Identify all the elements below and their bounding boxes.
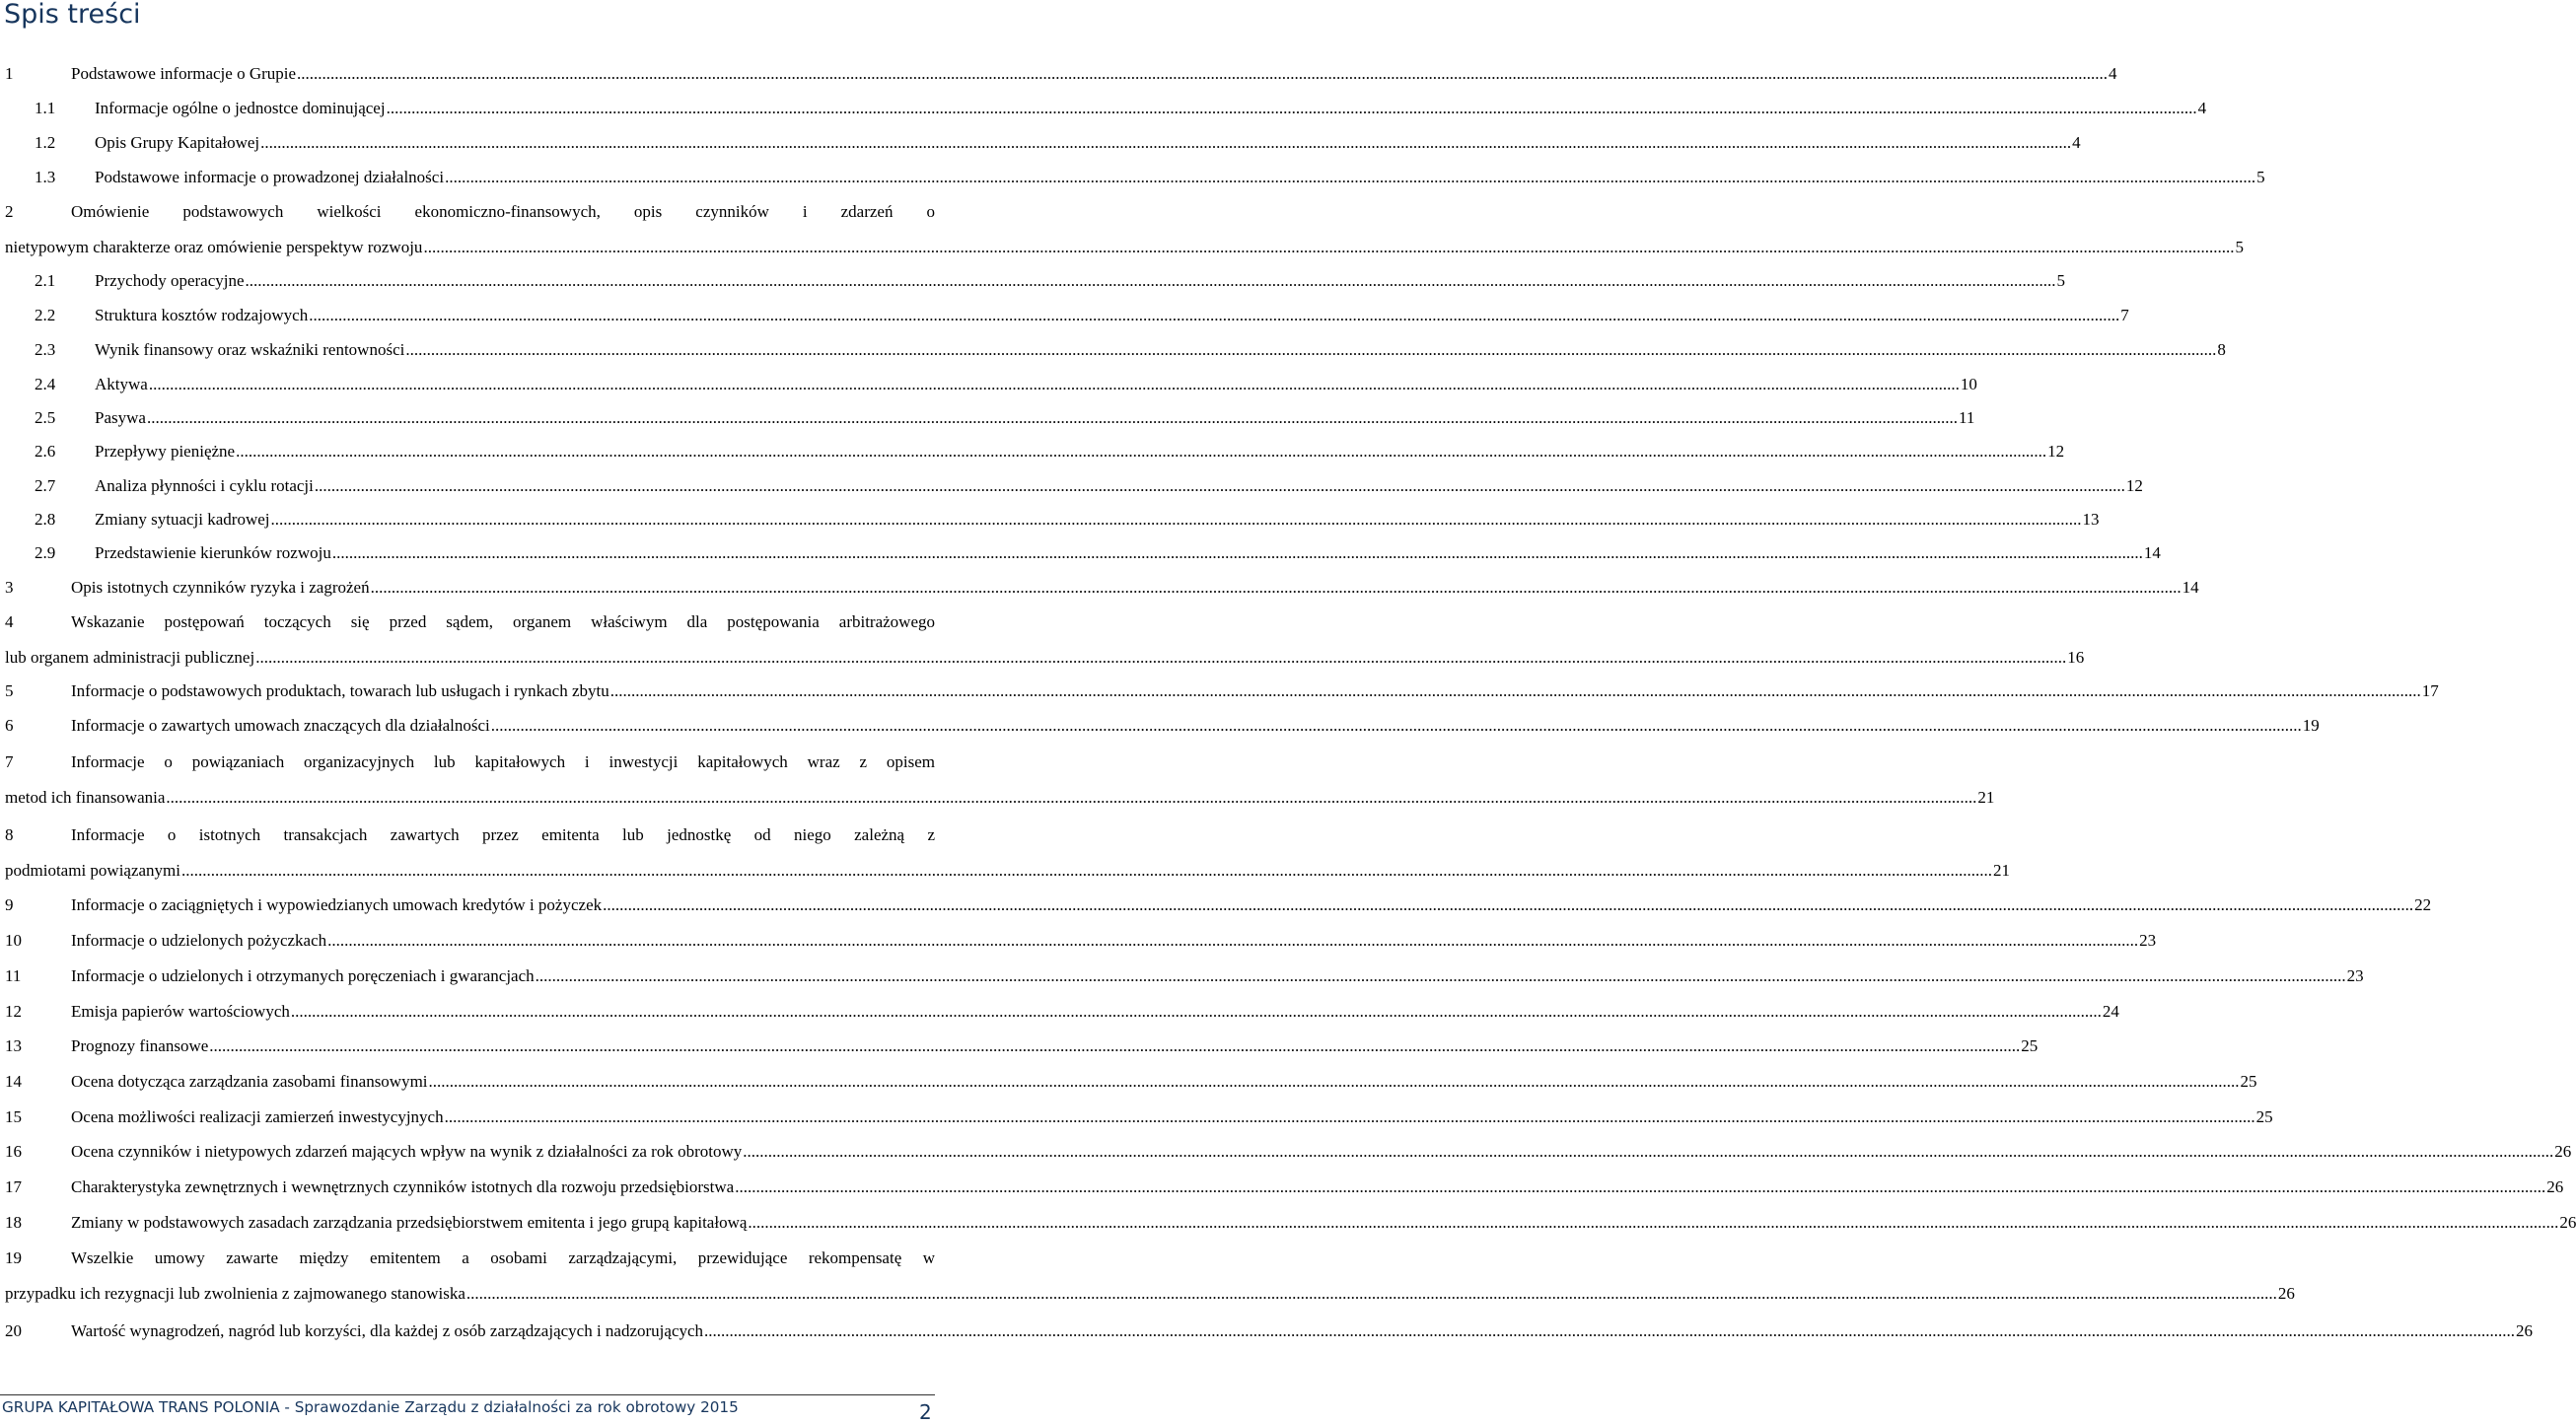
- toc-dot-leader: [297, 64, 2108, 84]
- toc-entry-page[interactable]: 14: [2182, 578, 2199, 597]
- toc-entry-page[interactable]: 10: [1960, 375, 1977, 393]
- toc-entry[interactable]: [35, 510, 2100, 530]
- toc-dot-leader: [429, 1072, 2240, 1092]
- toc-entry[interactable]: [5, 1248, 2295, 1304]
- toc-entry[interactable]: [5, 202, 2244, 257]
- toc-entry-title[interactable]: Emisja papierów wartościowych: [71, 1002, 290, 1021]
- toc-entry-page[interactable]: 25: [2021, 1036, 2039, 1055]
- toc-dot-leader: [255, 648, 2066, 668]
- toc-entry-number: 2.1: [35, 271, 56, 290]
- toc-entry-page[interactable]: 26: [2277, 1284, 2295, 1303]
- toc-entry-title[interactable]: Aktywa: [95, 375, 148, 393]
- toc-entry-number: 4: [5, 612, 14, 631]
- toc-entry-page[interactable]: 5: [2056, 271, 2066, 290]
- toc-entry-number: 2.5: [35, 408, 56, 427]
- toc-entry-page[interactable]: 19: [2302, 716, 2320, 735]
- toc-entry-number: 12: [5, 1002, 22, 1021]
- toc-entry-number: 16: [5, 1142, 22, 1161]
- toc-entry-title-continued[interactable]: nietypowym charakterze oraz omówienie perspektyw rozwoju: [5, 238, 423, 256]
- toc-entry-page[interactable]: 13: [2082, 510, 2100, 529]
- toc-dot-leader: [147, 408, 1958, 428]
- toc-entry-number: 7: [5, 752, 14, 771]
- toc-entry-number: 2.3: [35, 340, 56, 359]
- toc-dot-leader: [315, 476, 2125, 496]
- toc-entry-number: 2.9: [35, 543, 56, 562]
- toc-dot-leader: [536, 966, 2346, 986]
- toc-entry-title[interactable]: Informacje o zaciągniętych i wypowiedzianych umowach kredytów i pożyczek: [71, 895, 603, 914]
- toc-entry[interactable]: [35, 476, 2143, 496]
- toc-entry-page[interactable]: 12: [2047, 442, 2065, 461]
- toc-dot-leader: [387, 99, 2197, 118]
- toc-entry-page[interactable]: 25: [2255, 1107, 2273, 1126]
- toc-entry[interactable]: [35, 543, 2161, 563]
- toc-entry-title-continued[interactable]: lub organem administracji publicznej: [5, 648, 255, 667]
- toc-dot-leader: [371, 578, 2182, 598]
- toc-entry-number: 1: [5, 64, 14, 83]
- toc-entry-page[interactable]: 4: [2197, 99, 2207, 117]
- toc-entry-title[interactable]: Informacje o istotnych transakcjach zawartych przez emitenta lub jednostkę od niego zależną z: [71, 825, 935, 844]
- toc-entry-number: 11: [5, 966, 22, 985]
- toc-entry-page[interactable]: 25: [2240, 1072, 2257, 1091]
- toc-entry-number: 1.1: [35, 99, 56, 117]
- toc-dot-leader: [743, 1142, 2553, 1162]
- toc-dot-leader: [704, 1321, 2515, 1341]
- toc-entry[interactable]: [5, 1142, 2572, 1162]
- toc-entry-title[interactable]: Ocena czynników i nietypowych zdarzeń mających wpływ na wynik z działalności za rok obrotowy: [71, 1142, 743, 1161]
- toc-entry[interactable]: [5, 966, 2364, 986]
- toc-dot-leader: [181, 861, 1992, 881]
- toc-entry-number: 1.3: [35, 168, 56, 186]
- toc-dot-leader: [610, 681, 2421, 701]
- toc-entry-number: 3: [5, 578, 14, 597]
- toc-entry-title[interactable]: Zmiany sytuacji kadrowej: [95, 510, 270, 529]
- toc-entry-title[interactable]: Opis Grupy Kapitałowej: [95, 133, 260, 152]
- toc-dot-leader: [405, 340, 2216, 360]
- toc-entry-page[interactable]: 24: [2102, 1002, 2119, 1021]
- toc-entry[interactable]: [35, 306, 2129, 325]
- toc-entry[interactable]: [5, 1213, 2576, 1233]
- toc-entry-number: 13: [5, 1036, 22, 1055]
- toc-dot-leader: [260, 133, 2071, 153]
- toc-entry-page[interactable]: 22: [2414, 895, 2432, 914]
- toc-entry[interactable]: [5, 931, 2157, 951]
- toc-entry-page[interactable]: 5: [2235, 238, 2244, 256]
- toc-dot-leader: [748, 1213, 2558, 1233]
- toc-entry-number: 18: [5, 1213, 22, 1232]
- toc-entry[interactable]: [35, 99, 2207, 118]
- toc-entry-page[interactable]: 26: [2554, 1142, 2572, 1161]
- toc-entry[interactable]: [5, 825, 2010, 881]
- toc-entry-title[interactable]: Informacje o udzielonych i otrzymanych poręczeniach i gwarancjach: [71, 966, 535, 985]
- page-number: 2: [919, 1400, 932, 1424]
- toc-entry-title[interactable]: Ocena dotycząca zarządzania zasobami finansowymi: [71, 1072, 428, 1091]
- toc-entry-title[interactable]: Pasywa: [95, 408, 146, 427]
- toc-entry-number: 10: [5, 931, 22, 950]
- toc-dot-leader: [166, 788, 1976, 808]
- toc-dot-leader: [423, 238, 2234, 257]
- toc-dot-leader: [466, 1284, 2277, 1304]
- toc-entry-title[interactable]: Wartość wynagrodzeń, nagród lub korzyści, dla każdej z osób zarządzających i nadzorujących: [71, 1321, 704, 1340]
- toc-entry-title-continued[interactable]: przypadku ich rezygnacji lub zwolnienia z zajmowanego stanowiska: [5, 1284, 465, 1303]
- toc-entry-page[interactable]: 17: [2421, 681, 2439, 700]
- toc-entry-title[interactable]: Przychody operacyjne: [95, 271, 245, 290]
- toc-entry[interactable]: [35, 340, 2226, 360]
- toc-dot-leader: [149, 375, 1960, 394]
- toc-dot-leader: [735, 1177, 2545, 1197]
- toc-entry[interactable]: [5, 1072, 2257, 1092]
- toc-entry-title[interactable]: Wszelkie umowy zawarte między emitentem a osobami zarządzającymi, przewidujące rekompensatę w: [71, 1248, 935, 1267]
- toc-entry-title[interactable]: Podstawowe informacje o prowadzonej działalności: [95, 168, 445, 186]
- toc-entry[interactable]: [35, 375, 1977, 394]
- toc-entry-title[interactable]: Podstawowe informacje o Grupie: [71, 64, 297, 83]
- toc-entry-number: 19: [5, 1248, 22, 1267]
- page-footer: [0, 1394, 947, 1424]
- toc-entry-page[interactable]: 21: [1993, 861, 2010, 880]
- page-title: Spis treści: [4, 0, 141, 30]
- toc-entry-title-continued[interactable]: metod ich finansowania: [5, 788, 166, 807]
- toc-entry-title[interactable]: Charakterystyka zewnętrznych i wewnętrznych czynników istotnych dla rozwoju przedsiębiorstwa: [71, 1177, 735, 1196]
- toc-entry-number: 1.2: [35, 133, 56, 152]
- toc-dot-leader: [332, 543, 2143, 563]
- toc-entry-number: 14: [5, 1072, 22, 1091]
- toc-entry[interactable]: [5, 64, 2117, 84]
- toc-entry-number: 20: [5, 1321, 22, 1340]
- toc-entry[interactable]: [5, 1002, 2119, 1022]
- toc-entry-number: 15: [5, 1107, 22, 1126]
- toc-entry-page[interactable]: 26: [2546, 1177, 2564, 1196]
- toc-entry-title[interactable]: Omówienie podstawowych wielkości ekonomiczno-finansowych, opis czynników i zdarzeń o: [71, 202, 935, 221]
- toc-entry-title[interactable]: Opis istotnych czynników ryzyka i zagrożeń: [71, 578, 370, 597]
- toc-dot-leader: [236, 442, 2046, 462]
- toc-entry[interactable]: [5, 578, 2199, 598]
- toc-entry[interactable]: [35, 168, 2265, 187]
- toc-entry[interactable]: [35, 408, 1975, 428]
- toc-entry-title[interactable]: Struktura kosztów rodzajowych: [95, 306, 309, 324]
- toc-entry-page[interactable]: 11: [1958, 408, 1975, 427]
- toc-entry[interactable]: [5, 1036, 2039, 1056]
- toc-entry[interactable]: [35, 442, 2065, 462]
- toc-dot-leader: [209, 1036, 2020, 1056]
- toc-entry-title[interactable]: Ocena możliwości realizacji zamierzeń inwestycyjnych: [71, 1107, 444, 1126]
- toc-entry-title-continued[interactable]: podmiotami powiązanymi: [5, 861, 180, 880]
- toc-entry-page[interactable]: 23: [2346, 966, 2364, 985]
- toc-entry-page[interactable]: 12: [2125, 476, 2143, 495]
- toc-entry-title[interactable]: Informacje o udzielonych pożyczkach: [71, 931, 327, 950]
- toc-entry[interactable]: [5, 1107, 2273, 1127]
- toc-entry-title[interactable]: Zmiany w podstawowych zasadach zarządzania przedsiębiorstwem emitenta i jego grupą kapitałową: [71, 1213, 748, 1232]
- toc-entry-page[interactable]: 7: [2120, 306, 2129, 324]
- toc-entry-number: 9: [5, 895, 14, 914]
- toc-entry-title[interactable]: Informacje o zawartych umowach znaczących dla działalności: [71, 716, 490, 735]
- toc-entry[interactable]: [5, 752, 1995, 808]
- toc-entry-number: 8: [5, 825, 14, 844]
- toc-entry-page[interactable]: 21: [1977, 788, 1995, 807]
- toc-dot-leader: [271, 510, 2082, 530]
- toc-dot-leader: [327, 931, 2138, 951]
- toc-entry-page[interactable]: 26: [2516, 1321, 2534, 1340]
- toc-entry-number: 5: [5, 681, 14, 700]
- toc-entry-page[interactable]: 23: [2139, 931, 2157, 950]
- toc-dot-leader: [445, 1107, 2255, 1127]
- toc-entry[interactable]: [5, 1321, 2534, 1341]
- toc-dot-leader: [491, 716, 2302, 736]
- footer-text: GRUPA KAPITAŁOWA TRANS POLONIA - Sprawozdanie Zarządu z działalności za rok obrotowy 2015: [2, 1398, 739, 1416]
- toc-entry-page[interactable]: 26: [2559, 1213, 2576, 1232]
- toc-entry-page[interactable]: 4: [2072, 133, 2081, 152]
- toc-entry-title[interactable]: Informacje ogólne o jednostce dominującej: [95, 99, 386, 117]
- toc-entry[interactable]: [5, 1177, 2564, 1197]
- toc-entry-title[interactable]: Wynik finansowy oraz wskaźniki rentowności: [95, 340, 405, 359]
- toc-entry-number: 2.2: [35, 306, 56, 324]
- toc-entry-number: 2.6: [35, 442, 56, 461]
- toc-dot-leader: [291, 1002, 2102, 1022]
- toc-entry-number: 2.7: [35, 476, 56, 495]
- toc-entry-title[interactable]: Przedstawienie kierunków rozwoju: [95, 543, 331, 562]
- toc-entry-title[interactable]: Przepływy pieniężne: [95, 442, 236, 461]
- toc-entry-page[interactable]: 16: [2067, 648, 2085, 667]
- toc-entry-title[interactable]: Informacje o powiązaniach organizacyjnych lub kapitałowych i inwestycji kapitałowych wraz z opisem: [71, 752, 935, 771]
- toc-entry-number: 17: [5, 1177, 22, 1196]
- toc-entry[interactable]: [5, 895, 2432, 915]
- toc-dot-leader: [603, 895, 2413, 915]
- toc-entry-page[interactable]: 4: [2109, 64, 2117, 83]
- toc-entry[interactable]: [35, 133, 2081, 153]
- footer-divider: [0, 1394, 935, 1395]
- toc-entry-title[interactable]: Informacje o podstawowych produktach, towarach lub usługach i rynkach zbytu: [71, 681, 609, 700]
- toc-dot-leader: [309, 306, 2119, 325]
- toc-entry[interactable]: [5, 681, 2439, 701]
- toc-entry-number: 2.4: [35, 375, 56, 393]
- toc-entry[interactable]: [5, 716, 2320, 736]
- toc-entry-number: 6: [5, 716, 14, 735]
- toc-entry-page[interactable]: 14: [2143, 543, 2161, 562]
- toc-entry[interactable]: [5, 612, 2085, 668]
- toc-entry-page[interactable]: 5: [2256, 168, 2265, 186]
- toc-entry[interactable]: [35, 271, 2066, 291]
- toc-entry-page[interactable]: 8: [2217, 340, 2226, 359]
- toc-entry-number: 2: [5, 202, 14, 221]
- toc-entry-title[interactable]: Prognozy finansowe: [71, 1036, 209, 1055]
- toc-entry-title[interactable]: Wskazanie postępowań toczących się przed sądem, organem właściwym dla postępowania arbitrażowego: [71, 612, 935, 631]
- toc-dot-leader: [445, 168, 2255, 187]
- toc-entry-number: 2.8: [35, 510, 56, 529]
- toc-dot-leader: [246, 271, 2056, 291]
- toc-entry-title[interactable]: Analiza płynności i cyklu rotacji: [95, 476, 314, 495]
